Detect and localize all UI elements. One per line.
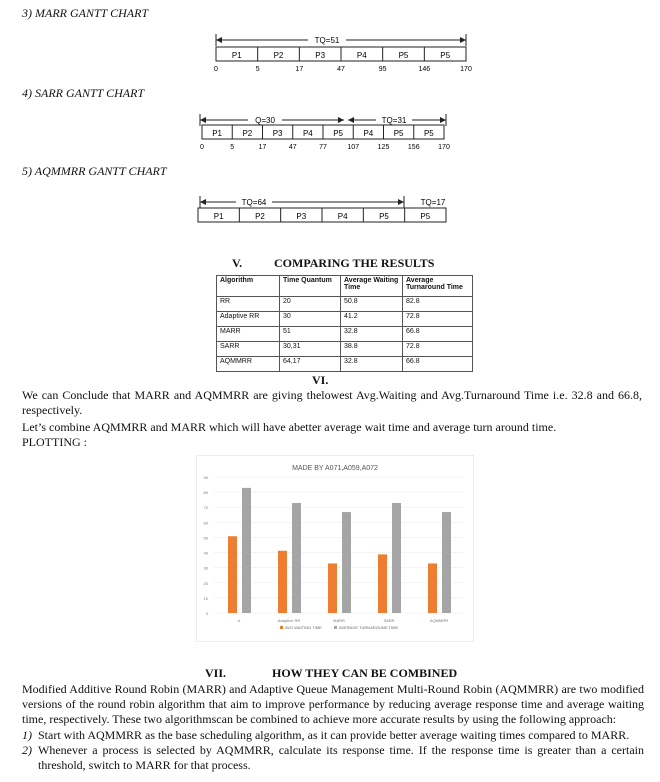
x-tick-label: SARR [383, 618, 395, 623]
table-row [217, 327, 473, 342]
bar-waiting [328, 563, 337, 613]
bar-waiting [278, 551, 287, 613]
table-header-cell: Average Turnaround Time [403, 276, 473, 297]
y-tick-label: 10 [203, 595, 208, 601]
marr-gantt-chart [208, 30, 478, 76]
arrow-right-icon [460, 37, 466, 43]
x-tick-label: rr [237, 618, 241, 623]
gantt-process-cell: P3 [315, 51, 326, 60]
gantt-tick-label: 17 [295, 66, 304, 73]
results-bar-chart [196, 455, 474, 642]
table-cell: RR [217, 297, 280, 312]
bar-turnaround [242, 488, 251, 613]
bar-turnaround [342, 512, 351, 613]
table-cell: 32.8 [341, 327, 403, 342]
gantt-tick-label: 146 [418, 66, 431, 73]
gantt-process-cell: P4 [337, 212, 348, 221]
gantt-tick-label: 77 [319, 144, 327, 151]
arrow-right-icon [398, 199, 404, 205]
gantt-process-cell: P2 [273, 51, 284, 60]
tq-label: TQ=31 [381, 116, 407, 125]
table-cell: 20 [280, 297, 341, 312]
table-cell: 82.8 [403, 297, 473, 312]
gantt-tick-label: 0 [214, 66, 218, 73]
arrow-left-icon [348, 117, 354, 123]
y-tick-label: 30 [203, 565, 208, 571]
table-cell: 51 [280, 327, 341, 342]
gantt-process-cell: P4 [356, 51, 367, 60]
table-cell: 30,31 [280, 342, 341, 357]
section-vii-title: HOW THEY CAN BE COMBINED [272, 666, 458, 680]
gantt-tick-label: 5 [230, 144, 235, 151]
table-row [217, 357, 473, 372]
bar-turnaround [292, 503, 301, 613]
section-vii-number: VII. [205, 666, 227, 680]
y-tick-label: 90 [203, 475, 208, 480]
arrow-left-icon [216, 37, 222, 43]
gantt-tick-label: 95 [378, 66, 387, 73]
gantt-tick-label: 107 [347, 144, 360, 151]
table-cell: 66.8 [403, 327, 473, 342]
list-number: 2) [22, 743, 32, 757]
arrow-right-icon [338, 117, 344, 123]
conclusion-paragraph: We can Conclude that MARR and AQMMRR are giving thelowest Avg.Waiting and Avg.Turnaround Time i.e. 32.8 and 66.8, respectively. [22, 388, 642, 417]
tq-label: TQ=51 [314, 36, 340, 45]
gantt-tick-label: 47 [288, 144, 297, 151]
list-item: Whenever a process is selected by AQMMRR, calculate its response time. If the response time is greater than a certain threshold, switch to MARR for that process. [38, 743, 644, 772]
results-table [216, 275, 473, 372]
gantt-process-cell: P5 [398, 51, 409, 60]
table-cell: 38.8 [341, 342, 403, 357]
y-tick-label: 40 [203, 550, 208, 556]
gantt-process-cell: P2 [242, 129, 253, 138]
list-number: 1) [22, 728, 32, 742]
table-cell: MARR [217, 327, 280, 342]
y-tick-label: 0 [205, 611, 208, 616]
gantt-tick-label: 47 [337, 66, 345, 73]
combine-paragraph: Let’s combine AQMMRR and MARR which will have abetter average wait time and average turn around time. [22, 420, 557, 434]
legend-swatch [334, 626, 337, 629]
plotting-label: PLOTTING : [22, 435, 87, 449]
table-header-cell: Average Waiting Time [341, 276, 403, 297]
table-cell: 66.8 [403, 357, 473, 372]
x-tick-label: MARR [333, 618, 345, 623]
gantt-tick-label: 156 [407, 144, 420, 151]
gantt-process-cell: P4 [302, 129, 313, 138]
y-tick-label: 70 [203, 505, 208, 511]
gantt-process-cell: P3 [272, 129, 283, 138]
x-tick-label: AQMMRR [429, 618, 449, 623]
table-cell: 64,17 [280, 357, 341, 372]
bar-turnaround [442, 512, 451, 613]
table-cell: SARR [217, 342, 280, 357]
sarr-gantt-chart [196, 110, 452, 156]
combine-intro-paragraph: Modified Additive Round Robin (MARR) and Adaptive Queue Management Multi-Round Robin (AQMMRR) are two modified versions of the round robin algorithm that aim to improve performance by reducing average response time and average waiting time, respectively. These two algorithmscan be combined to achieve more accurate results by using the following approach: [22, 682, 644, 726]
legend-label: AVG WAITING TIME [285, 625, 322, 630]
gantt-process-cell: P5 [333, 129, 344, 138]
gantt-process-cell: P5 [379, 212, 389, 221]
arrow-right-icon [440, 117, 446, 123]
gantt-tick-label: 17 [258, 144, 267, 151]
sarr-gantt-heading: 4) SARR GANTT CHART [22, 86, 145, 100]
table-cell: 72.8 [403, 312, 473, 327]
bar-waiting [378, 554, 387, 613]
gantt-process-cell: P5 [440, 51, 451, 60]
table-row [217, 342, 473, 357]
table-cell: AQMMRR [217, 357, 280, 372]
marr-gantt-heading: 3) MARR GANTT CHART [22, 6, 149, 20]
table-row [217, 297, 473, 312]
gantt-tick-label: 170 [438, 144, 450, 151]
gantt-process-cell: P5 [420, 212, 431, 221]
section-v-number: V. [232, 256, 243, 270]
table-cell: 32.8 [341, 357, 403, 372]
tq-label: TQ=17 [420, 198, 446, 207]
section-vi-number: VI. [312, 373, 329, 387]
y-tick-label: 20 [203, 580, 208, 586]
table-cell: Adaptive RR [217, 312, 280, 327]
list-item: Start with AQMMRR as the base scheduling algorithm, as it can provide better average waiting times compared to MARR. [38, 728, 630, 742]
arrow-left-icon [200, 117, 206, 123]
y-tick-label: 80 [203, 490, 208, 496]
table-header-row [217, 276, 473, 297]
aqmmrr-gantt-heading: 5) AQMMRR GANTT CHART [22, 164, 167, 178]
arrow-left-icon [200, 199, 206, 205]
gantt-process-cell: P2 [255, 212, 265, 221]
table-header-cell: Algorithm [217, 276, 280, 297]
gantt-tick-label: 5 [255, 66, 260, 73]
bar-waiting [228, 536, 237, 613]
gantt-process-cell: P5 [393, 129, 404, 138]
gantt-process-cell: P1 [212, 129, 223, 138]
gantt-tick-label: 0 [200, 144, 204, 151]
gantt-process-cell: P5 [423, 129, 434, 138]
section-v-title: COMPARING THE RESULTS [274, 256, 435, 270]
quantum-label: Q=30 [255, 116, 275, 125]
table-cell: 72.8 [403, 342, 473, 357]
table-cell: 41.2 [341, 312, 403, 327]
tq-label: TQ=64 [241, 198, 267, 207]
table-cell: 50.8 [341, 297, 403, 312]
aqmmrr-gantt-chart [196, 192, 452, 228]
table-cell: 30 [280, 312, 341, 327]
x-tick-label: Adaptive RR [277, 618, 301, 623]
gantt-tick-label: 170 [460, 66, 472, 73]
gantt-process-cell: P1 [213, 212, 224, 221]
legend-label: AVERAGE TURNAROUND TIME [339, 625, 399, 630]
table-header-cell: Time Quantum [280, 276, 341, 297]
gantt-process-cell: P3 [296, 212, 307, 221]
gantt-process-cell: P1 [231, 51, 242, 60]
gantt-tick-label: 125 [377, 144, 390, 151]
legend-swatch [280, 626, 283, 629]
bar-waiting [428, 563, 437, 613]
table-row [217, 312, 473, 327]
gantt-process-cell: P4 [363, 129, 374, 138]
bar-turnaround [392, 503, 401, 613]
y-tick-label: 50 [203, 535, 208, 541]
y-tick-label: 60 [203, 520, 208, 526]
chart-title: MADE BY A071,A059,A072 [292, 465, 378, 472]
